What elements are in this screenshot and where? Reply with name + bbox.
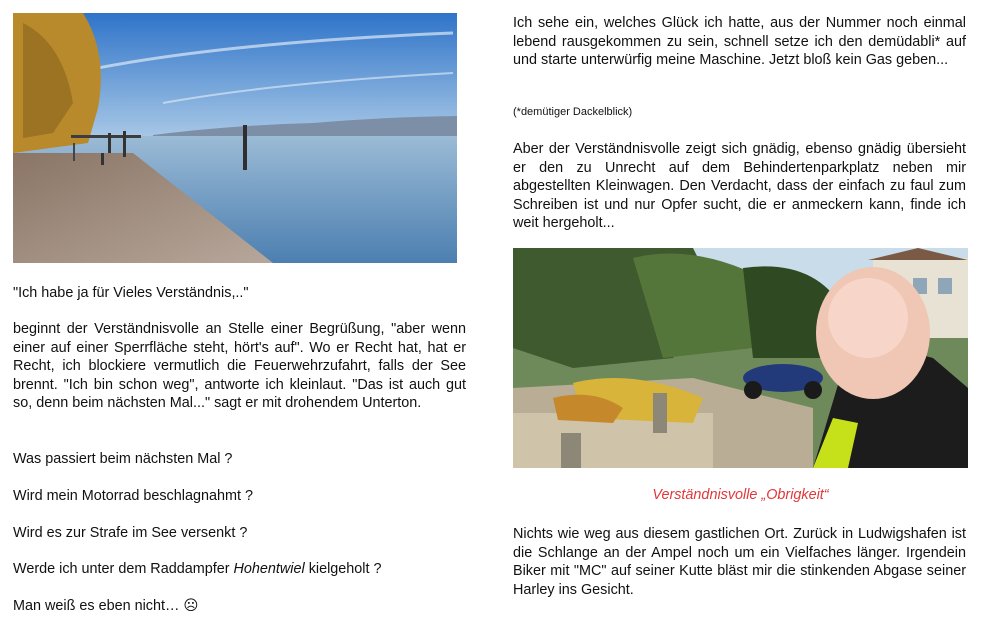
question-lake: Wird es zur Strafe im See versenkt ? (13, 525, 248, 541)
paragraph-leaving: Nichts wie weg aus diesem gastlichen Ort. Zurück in Ludwigshafen ist die Schlange an der Ampel noch um ein Vielfaches länger. Irgendein Biker mit "MC" auf seiner Kutte bläst mir die stinkenden Abgase seiner Harley ins Gesicht. (513, 526, 966, 598)
question-motorcycle: Wird mein Motorrad beschlagnahmt ? (13, 488, 253, 504)
ship-name: Hohentwiel (233, 561, 305, 577)
paragraph-merciful: Aber der Verständnisvolle zeigt sich gnädig, ebenso gnädig übersieht er den zu Unrecht auf dem Behindertenparkplatz neben mir abgestellten Kleinwagen. Den Verdacht, dass der einfach zu faul zum Schreiben ist und nur Opfer sucht, die er anmeckern kann, finde ich weit hergeholt... (513, 141, 966, 231)
paragraph-luck: Ich sehe ein, welches Glück ich hatte, aus der Nummer noch einmal lebend rausgekommen zu sein, schnell setze ich den demüdabli* auf und starte unterwürfig meine Maschine. Jetzt bloß kein Gas geben... (513, 15, 966, 68)
story-paragraph: beginnt der Verständnisvolle an Stelle einer Begrüßung, "aber wenn einer auf einer Sperrfläche steht, hört's auf". Wo er Recht hat, hat er Recht, ich blockiere vermutlich die Feuerwehrzufahrt, falls der See brennt. "Ich bin schon weg", antworte ich kleinlaut. "Das ist auch gut so, denn beim nächsten Mal..." sagt er mit drohendem Unterton. (13, 321, 466, 411)
selfie-photo (513, 248, 968, 468)
footnote: (*demütiger Dackelblick) (513, 106, 633, 118)
question-keelhaul: Werde ich unter dem Raddampfer Hohentwiel kielgeholt ? (13, 561, 382, 577)
lake-photo (13, 13, 457, 263)
opening-quote: "Ich habe ja für Vieles Verständnis,.." (13, 285, 249, 301)
question-next-time: Was passiert beim nächsten Mal ? (13, 451, 233, 467)
closing-line: Man weiß es eben nicht… ☹ (13, 598, 199, 614)
photo-caption: Verständnisvolle „Obrigkeit“ (652, 487, 829, 503)
